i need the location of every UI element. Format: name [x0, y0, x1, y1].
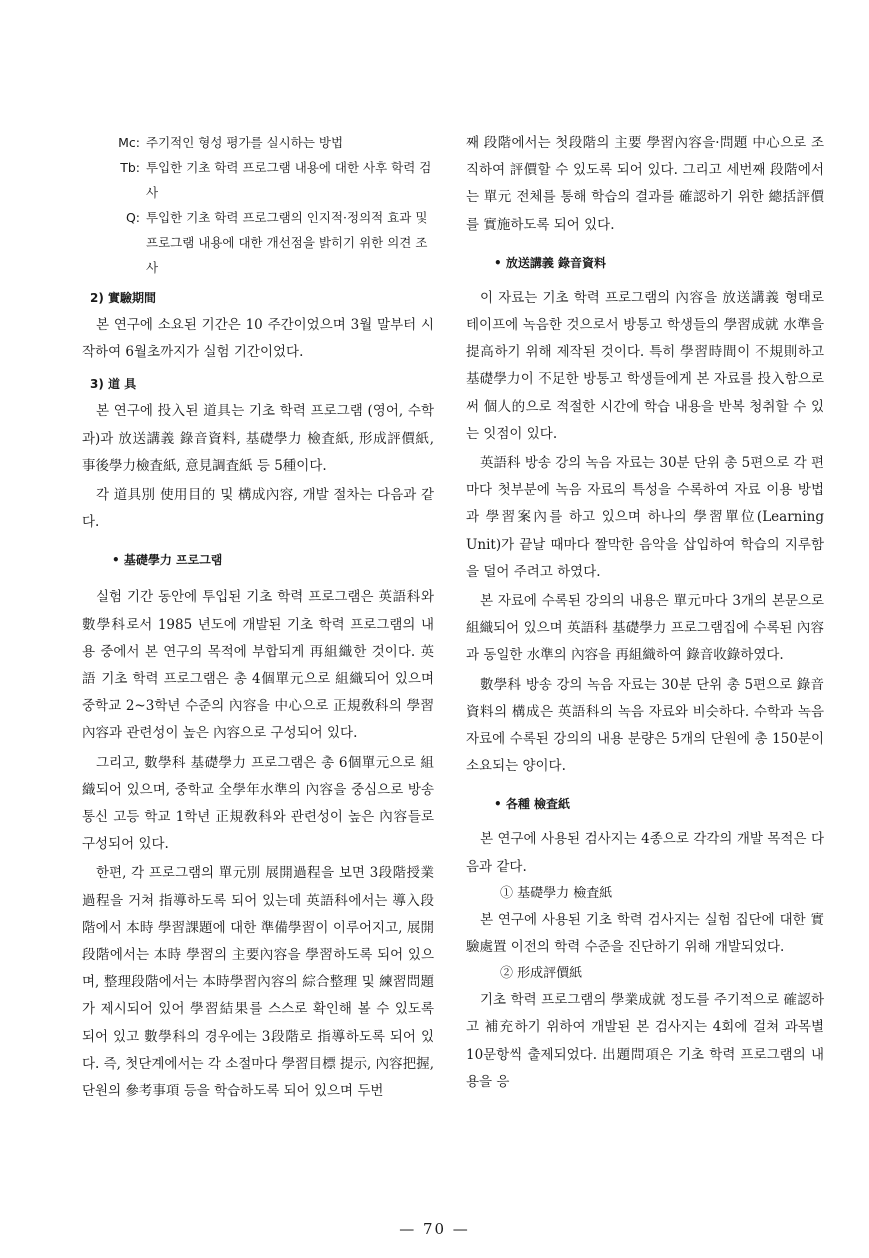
section-heading-tools: 3) 道 具: [90, 377, 137, 392]
subsection-heading-test-sheets: • 各種 檢査紙: [494, 797, 571, 812]
paragraph: 본 연구에 사용된 기초 학력 검사지는 실험 집단에 대한 實驗處置 이전의 학력 수준을 진단하기 위해 개발되었다.: [466, 911, 824, 956]
section-heading-experiment-period: 2) 實驗期間: [90, 291, 157, 305]
subsection-heading-basic-program: • 基礎學力 프로그램: [112, 553, 223, 568]
definition-text: 주기적인 형성 평가를 실시하는 방법: [146, 135, 344, 150]
paragraph: 한편, 각 프로그램의 單元別 展開過程을 보면 3段階授業過程을 거쳐 指導하도록 되어 있는데 英語科에서는 導入段階에서 本時 學習課題에 대한 準備學習이 이루어지고, 展開段階에서는 本時 學習의 主要內容을 學習하도록 되어 있으며, 整理段階에서는 本時學習內容의 綜合整理 및 練習問題가 제시되어 있어 學習結果를 스스로 확인해 볼 수 있도록 되어 있고 數學科의 경우에는 3段階로 指導하도록 되어 있다. 즉, 첫단계에서는 각 소절마다 學習目標 提示, 內容把握, 단원의 參考事項 등을 학습하도록 되어 있으며 두번: [82, 865, 434, 1100]
paragraph: 본 자료에 수록된 강의의 내용은 單元마다 3개의 본문으로 組織되어 있으며 英語科 基礎學力 프로그램집에 수록된 內容과 동일한 水準의 內容을 再組織하여 錄音收錄하였다.: [466, 593, 824, 664]
paragraph: 본 연구에 投入된 道具는 기초 학력 프로그램 (영어, 수학과)과 放送講義 錄音資料, 基礎學力 檢査紙, 形成評價紙, 事後學力檢査紙, 意見調査紙 등 5種이다.: [82, 403, 434, 474]
paragraph: 실험 기간 동안에 투입된 기초 학력 프로그램은 英語科와 數學科로서 1985 년도에 개발된 기초 학력 프로그램의 내용 중에서 본 연구의 목적에 부합되게 再組織한 것이다. 英語 기초 학력 프로그램은 총 4個單元으로 組織되어 있으며 중학교 2~3학년 수준의 內容을 中心으로 正規敎科의 學習內容과 관련성이 높은 內容으로 구성되어 있다.: [82, 589, 434, 742]
symbol-definitions: [104, 130, 434, 280]
list-item-basic-test: ① 基礎學力 檢査紙: [500, 885, 613, 901]
definition-tb: [104, 155, 434, 205]
left-column: [82, 130, 434, 1105]
paragraph: 본 연구에 사용된 검사지는 4종으로 각각의 개발 목적은 다음과 같다.: [466, 831, 824, 875]
paragraph: 英語科 방송 강의 녹음 자료는 30분 단위 총 5편으로 각 편마다 첫부분에 녹음 자료의 특성을 수록하여 자료 이용 방법과 學習案內를 하고 있으며 하나의 學習單位(Learning Unit)가 끝날 때마다 짤막한 음악을 삽입하여 학습의 지루함을 덜어 주려고 하였다.: [466, 455, 824, 580]
definition-mc: [104, 130, 434, 155]
definition-text: 투입한 기초 학력 프로그램의 인지적·정의적 효과 및 프로그램 내용에 대한 개선점을 밝히기 위한 의견 조사: [146, 210, 428, 275]
definition-q: [104, 205, 434, 280]
definition-key: Mc:: [118, 135, 140, 150]
paragraph: 이 자료는 기초 학력 프로그램의 內容을 放送講義 형태로 테이프에 녹음한 것으로서 방통고 학생들의 學習成就 水準을 提高하기 위해 제작된 것이다. 특히 學習時間이 不規則하고 基礎學力이 不足한 방통고 학생들에게 본 자료를 投入함으로써 個人的으로 적절한 시간에 학습 내용을 반복 청취할 수 있는 잇점이 있다.: [466, 289, 824, 442]
paragraph: 기초 학력 프로그램의 學業成就 정도를 주기적으로 確認하고 補充하기 위하여 개발된 본 검사지는 4회에 걸쳐 과목별 10문항씩 출제되었다. 出題問項은 기초 학력 프로그램의 내용을 응: [466, 992, 824, 1090]
paragraph-continued: 째 段階에서는 첫段階의 主要 學習內容을·問題 中心으로 조직하여 評價할 수 있도록 되어 있다. 그리고 세번째 段階에서는 單元 전체를 통해 학습의 결과를 確認하기 위한 總括評價를 實施하도록 되어 있다.: [466, 135, 824, 233]
definition-key: Tb:: [120, 160, 140, 175]
subsection-heading-broadcast-audio: • 放送講義 錄音資料: [494, 255, 607, 270]
right-column: [466, 130, 824, 1096]
paragraph: 각 道具別 使用目的 및 構成內容, 개발 절차는 다음과 같다.: [82, 487, 434, 531]
definition-key: Q:: [125, 210, 140, 225]
paragraph: 그리고, 數學科 基礎學力 프로그램은 총 6個單元으로 組織되어 있으며, 중학교 全學年水準의 內容을 중심으로 방송 통신 고등 학교 1학년 正規敎科와 관련성이 높은 內容들로 구성되어 있다.: [82, 754, 434, 853]
definition-text: 투입한 기초 학력 프로그램 내용에 대한 사후 학력 검사: [146, 160, 432, 200]
page-number: — 70 —: [399, 1220, 470, 1238]
list-item-formative-test: ② 形成評價紙: [500, 966, 583, 982]
paragraph: 본 연구에 소요된 기간은 10 주간이었으며 3월 말부터 시작하여 6월초까지가 실험 기간이었다.: [82, 317, 434, 361]
paragraph: 數學科 방송 강의 녹음 자료는 30분 단위 총 5편으로 錄音資料의 構成은 英語科의 녹음 자료와 비슷하다. 수학과 녹음 자료에 수록된 강의의 내용 분량은 5개의 단원에 총 150분이 소요되는 양이다.: [466, 676, 824, 775]
